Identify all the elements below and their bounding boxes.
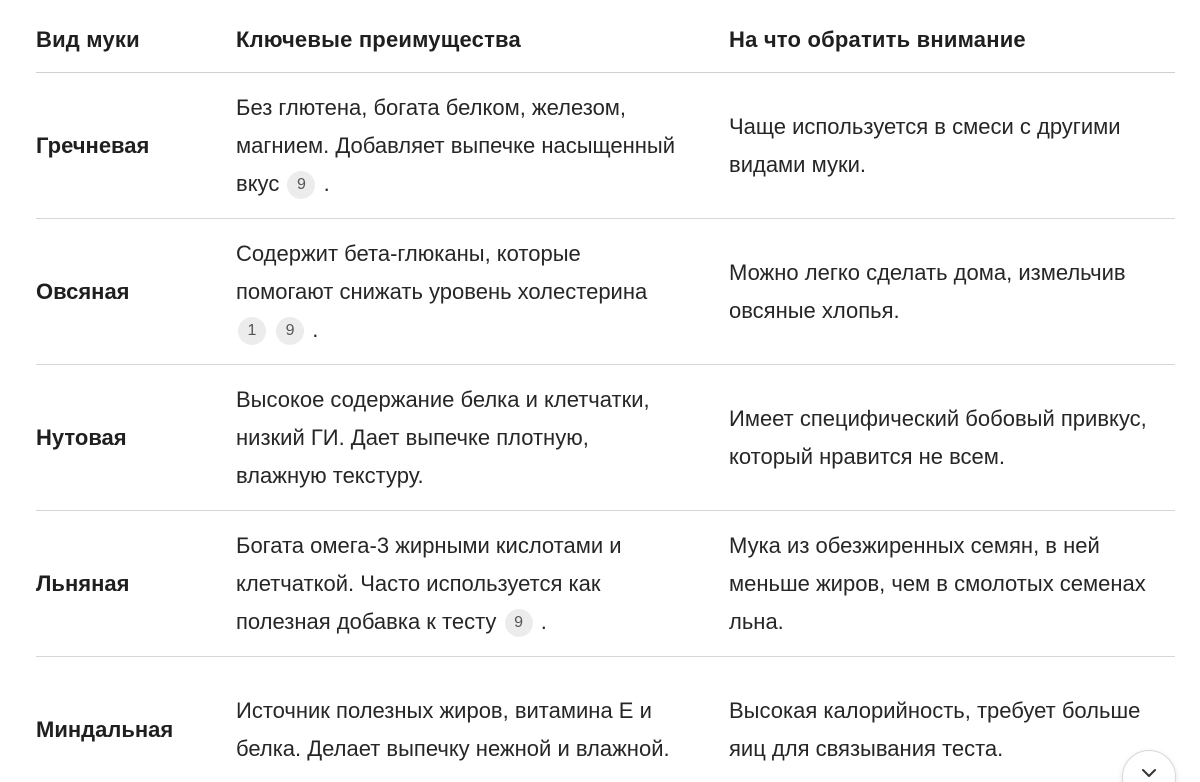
- benefits-text: Содержит бета-глюканы, которые помогают снижать уровень холестерина: [236, 240, 648, 304]
- note-cell: [729, 657, 1175, 782]
- flour-type-cell: [36, 365, 226, 510]
- note-text: Мука из обезжиренных семян, в ней меньше жиров, чем в смолотых семенах льна.: [729, 532, 1146, 634]
- table-header: [36, 0, 1175, 73]
- chevron-down-icon: [1140, 767, 1158, 779]
- benefits-text: Без глютена, богата белком, железом, магнием. Добавляет выпечке насыщенный вкус: [236, 94, 676, 196]
- benefits-cell: [236, 219, 676, 364]
- flour-type: Льняная: [36, 570, 130, 596]
- flour-type-cell: [36, 657, 226, 782]
- note-cell: [729, 511, 1175, 656]
- benefits-text: Высокое содержание белка и клетчатки, низкий ГИ. Дает выпечке плотную, влажную текстуру.: [236, 386, 650, 488]
- header-key-benefits: Ключевые преимущества: [236, 27, 521, 52]
- note-text: Высокая калорийность, требует больше яиц для связывания теста.: [729, 698, 1141, 761]
- note-cell: [729, 219, 1175, 364]
- benefits-cell: [236, 657, 676, 782]
- benefits-cell: [236, 73, 676, 218]
- table-row: [36, 511, 1175, 657]
- citation-badge[interactable]: 1: [238, 317, 266, 345]
- benefits-text: Источник полезных жиров, витамина Е и белка. Делает выпечку нежной и влажной.: [236, 698, 670, 761]
- header-what-to-note: На что обратить внимание: [729, 27, 1026, 52]
- period: .: [323, 170, 330, 196]
- citation-badge[interactable]: 9: [505, 609, 533, 637]
- table-row: [36, 219, 1175, 365]
- note-text: Можно легко сделать дома, измельчив овсяные хлопья.: [729, 259, 1126, 323]
- benefits-text: Богата омега-3 жирными кислотами и клетчаткой. Часто используется как полезная добавка к тесту: [236, 532, 622, 634]
- flour-type: Овсяная: [36, 278, 130, 304]
- benefits-cell: [236, 511, 676, 656]
- citation-badge[interactable]: 9: [287, 171, 315, 199]
- flour-type: Нутовая: [36, 424, 127, 450]
- table-row: [36, 365, 1175, 511]
- flour-type: Миндальная: [36, 717, 174, 742]
- benefits-cell: [236, 365, 676, 510]
- note-cell: [729, 73, 1175, 218]
- period: .: [312, 316, 319, 342]
- citation-badge[interactable]: 9: [276, 317, 304, 345]
- period: .: [540, 608, 547, 634]
- flour-type-cell: [36, 73, 226, 218]
- note-text: Чаще используется в смеси с другими видами муки.: [729, 113, 1121, 177]
- header-flour-type: Вид муки: [36, 27, 140, 52]
- flour-type-cell: [36, 511, 226, 656]
- flour-type: Гречневая: [36, 132, 150, 158]
- flour-type-cell: [36, 219, 226, 364]
- table-row: [36, 73, 1175, 219]
- note-text: Имеет специфический бобовый привкус, который нравится не всем.: [729, 405, 1147, 469]
- note-cell: [729, 365, 1175, 510]
- table-row: [36, 657, 1175, 782]
- flour-comparison-table: [36, 0, 1175, 782]
